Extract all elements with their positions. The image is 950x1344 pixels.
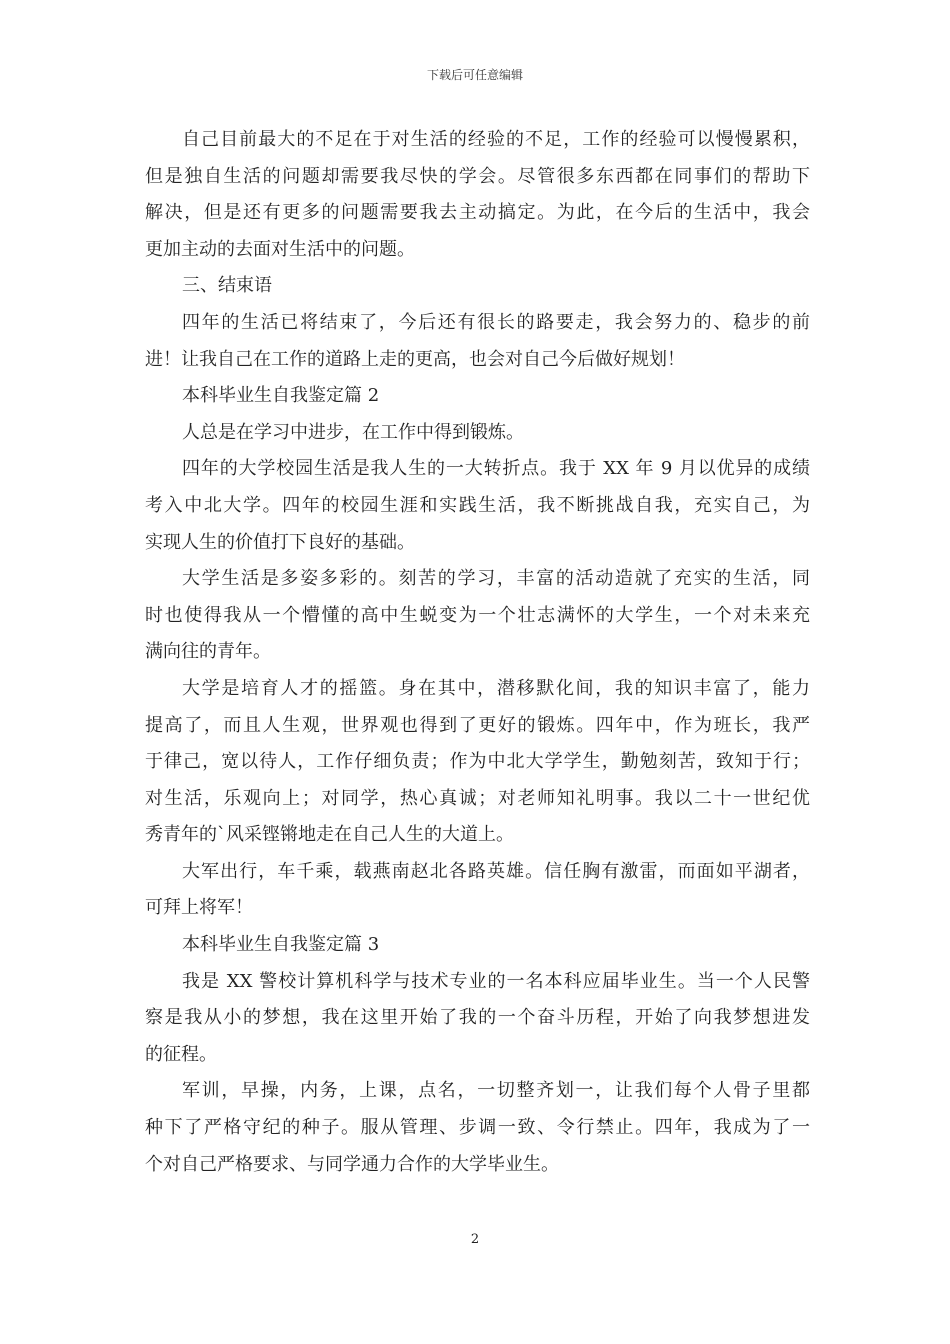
text-line: 自己目前最大的不足在于对生活的经验的不足，工作的经验可以慢慢累积， [182,129,810,150]
page-header: 下载后可任意编辑 [426,68,523,82]
text-line: 四年的大学校园生活是我人生的一大转折点。我于 XX 年 9 月以优异的成绩 [182,458,810,480]
text-line: 但是独自生活的问题却需要我尽快的学会。尽管很多东西都在同事们的帮助下 [145,165,810,187]
paragraph [145,854,810,927]
text-line: 实现人生的价值打下良好的基础。 [145,531,415,553]
page-number: 2 [470,1232,480,1247]
text-line: 我是 XX 警校计算机科学与技术专业的一名本科应届毕业生。当一个人民警 [182,970,810,992]
document-body [145,122,810,1183]
text-line: 于律己，宽以待人，工作仔细负责；作为中北大学学生，勤勉刻苦，致知于行； [145,751,810,773]
paragraph [145,561,810,671]
paragraph [145,378,810,415]
text-line: 解决，但是还有更多的问题需要我去主动搞定。为此，在今后的生活中，我会 [145,202,810,224]
paragraph [145,122,810,268]
text-line: 四年的生活已将结束了，今后还有很长的路要走，我会努力的、稳步的前 [182,311,810,333]
paragraph [145,927,810,964]
text-line: 秀青年的`风采铿锵地走在自己人生的大道上。 [145,824,514,846]
paragraph [145,268,810,305]
text-line: 时也使得我从一个懵懂的高中生蜕变为一个壮志满怀的大学生，一个对未来充 [145,604,810,626]
text-line: 察是我从小的梦想，我在这里开始了我的一个奋斗历程，开始了向我梦想进发 [145,1007,810,1029]
text-line: 种下了严格守纪的种子。服从管理、步调一致、令行禁止。四年，我成为了一 [145,1117,810,1139]
text-line: 更加主动的去面对生活中的问题。 [145,238,415,260]
text-line: 大学是培育人才的摇篮。身在其中，潜移默化间，我的知识丰富了，能力 [182,677,810,699]
text-line: 三、结束语 [182,275,272,297]
text-line: 军训，早操，内务，上课，点名，一切整齐划一，让我们每个人骨子里都 [182,1080,810,1102]
paragraph [145,305,810,378]
paragraph [145,964,810,1074]
text-line: 人总是在学习中进步，在工作中得到锻炼。 [182,421,524,443]
text-line: 本科毕业生自我鉴定篇 2 [182,385,380,407]
text-line: 大军出行，车千乘，载燕南赵北各路英雄。信任胸有激雷，而面如平湖者， [182,860,810,882]
text-line: 的征程。 [145,1043,217,1065]
text-line: 大学生活是多姿多彩的。刻苦的学习，丰富的活动造就了充实的生活，同 [182,568,810,590]
text-line: 提高了，而且人生观，世界观也得到了更好的锻炼。四年中，作为班长，我严 [145,714,810,736]
text-line: 对生活，乐观向上；对同学，热心真诚；对老师知礼明事。我以二十一世纪优 [145,787,810,809]
text-line: 满向往的青年。 [145,641,271,663]
text-line: 本科毕业生自我鉴定篇 3 [182,934,380,956]
paragraph [145,415,810,452]
text-line: 可拜上将军！ [145,897,253,919]
text-line: 个对自己严格要求、与同学通力合作的大学毕业生。 [145,1153,559,1175]
paragraph [145,451,810,561]
paragraph [145,671,810,854]
text-line: 考入中北大学。四年的校园生涯和实践生活，我不断挑战自我，充实自己，为 [145,494,810,516]
paragraph [145,1073,810,1183]
text-line: 进！让我自己在工作的道路上走的更高，也会对自己今后做好规划！ [145,348,685,370]
